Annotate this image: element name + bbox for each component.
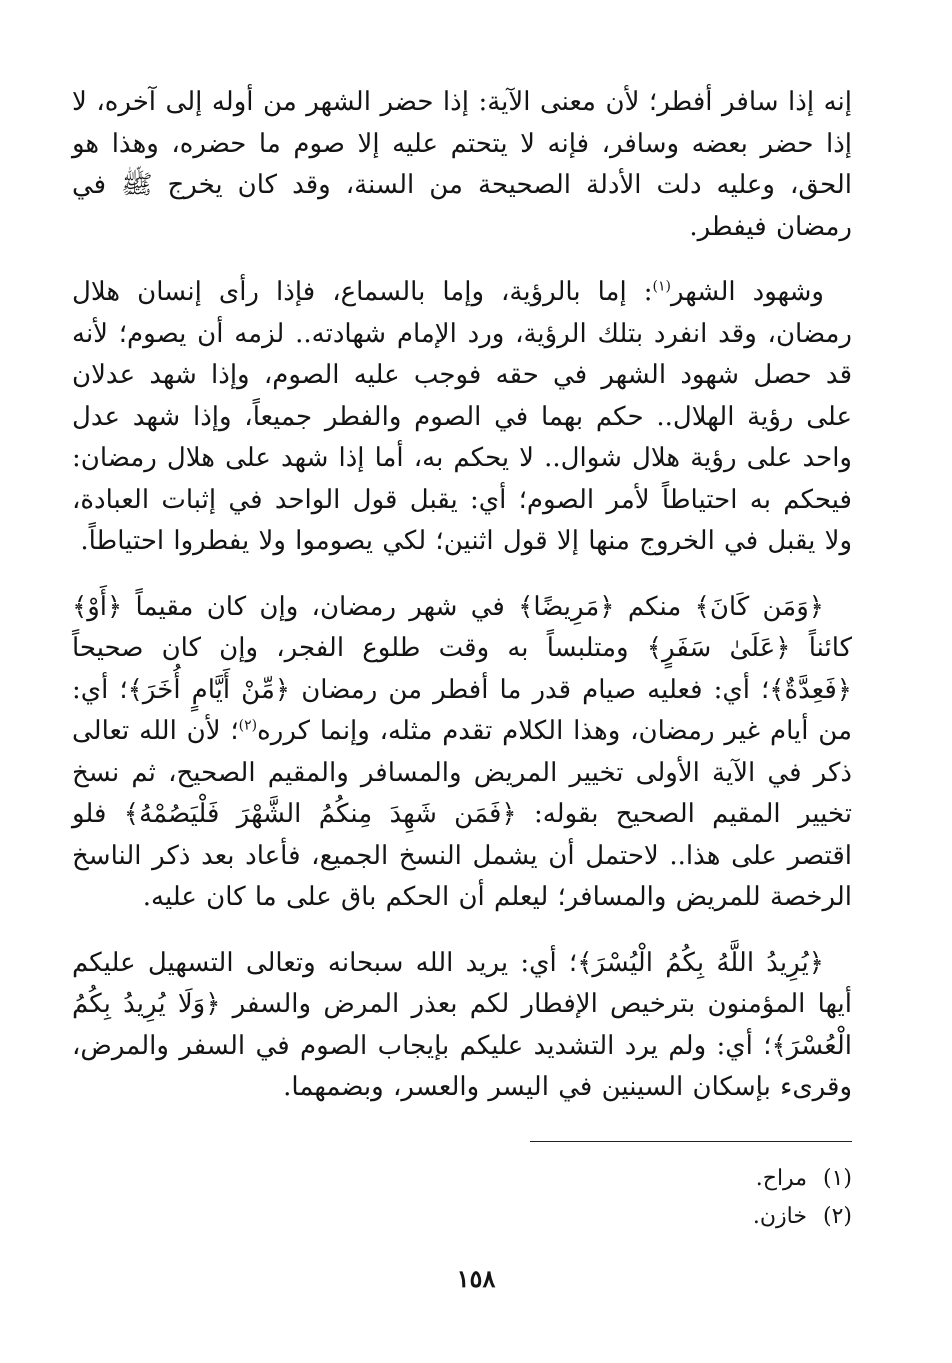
page-body xyxy=(72,82,852,1109)
paragraph-1 xyxy=(72,82,852,248)
footnote-number: (٢) xyxy=(822,1204,852,1229)
footnote-text: مراح. xyxy=(755,1166,807,1191)
text-run: وشهود الشهر xyxy=(670,277,824,307)
text-run: ؛ لأن الله تعالى ذكر في الآية الأولى تخيير المريض والمسافر والمقيم الصحيح، ثم نسخ تخيير المقيم الصحيح بقوله: xyxy=(72,716,852,829)
footnote-number: (١) xyxy=(822,1166,852,1191)
footnotes xyxy=(753,1160,852,1236)
text-run: منكم xyxy=(614,591,695,622)
footnote-divider xyxy=(530,1141,852,1142)
footnote-text: خازن. xyxy=(752,1204,807,1229)
quran-quote: ﴿فَعِدَّةٌ﴾ xyxy=(769,674,852,705)
text-run: : إما بالرؤية، وإما بالسماع، فإذا رأى إنسان هلال رمضان، وقد انفرد بتلك الرؤية، ورد الإمام شهادته.. لزمه أن يصوم؛ لأنه قد حصل شهود الشهر في حقه فوجب عليه الصوم، وإذا شهد عدلان على رؤية الهلال.. حكم بهما في الصوم والفطر جميعاً، وإذا شهد عدل واحد على رؤية هلال شوال.. لا يحكم به، أما إذا شهد على هلال رمضان: فيحكم به احتياطاً لأمر الصوم؛ أي: يقبل قول الواحد في إثبات العبادة، ولا يقبل في الخروج منها إلا قول اثنين؛ لكي يصوموا ولا يفطروا احتياطاً. xyxy=(72,277,852,556)
text-run: ؛ أي: ولم يرد التشديد عليكم بإيجاب الصوم في السفر والمرض، وقرىء بإسكان السينين في اليسر والعسر، وبضمهما. xyxy=(72,1030,852,1102)
quran-quote: ﴿مِّنْ أَيَّامٍ أُخَرَ﴾ xyxy=(127,674,291,705)
paragraph-3 xyxy=(72,587,852,919)
paragraph-2 xyxy=(72,272,852,563)
footnote-2 xyxy=(753,1198,852,1236)
text-run: ؛ أي: من أيام غير رمضان، وهذا الكلام تقدم مثله، وإنما كرره xyxy=(72,674,852,746)
page-number: ١٥٨ xyxy=(456,1264,496,1293)
text-run: ومتلبساً به وقت طلوع الفجر، وإن كان صحيحاً xyxy=(72,633,647,663)
quran-quote: ﴿وَمَن كَانَ﴾ xyxy=(694,591,825,622)
footnote-marker: (١) xyxy=(652,278,671,295)
text-run: في شهر رمضان، وإن كان مقيماً xyxy=(122,591,519,622)
footnote-1 xyxy=(753,1160,852,1198)
footnote-marker: (٢) xyxy=(238,717,258,734)
quran-quote: ﴿فَمَن شَهِدَ مِنكُمُ الشَّهْرَ فَلْيَصُمْهُ﴾ xyxy=(123,799,517,829)
quran-quote: ﴿وَلَا يُرِيدُ بِكُمُ الْعُسْرَ﴾ xyxy=(72,989,852,1061)
text-run: فلو اقتصر على هذا.. لاحتمل أن يشمل النسخ الجميع، فأعاد بعد ذكر الناسخ الرخصة للمريض والمسافر؛ ليعلم أن الحكم باق على ما كان عليه. xyxy=(72,799,852,912)
text-run: ؛ أي: فعليه صيام قدر ما أفطر من رمضان xyxy=(290,674,770,705)
quran-quote: ﴿مَرِيضًا﴾ xyxy=(518,591,615,622)
text-run: كائناً xyxy=(790,633,852,663)
quran-quote: ﴿عَلَىٰ سَفَرٍ﴾ xyxy=(646,633,791,663)
quran-quote: ﴿يُرِيدُ اللَّهُ بِكُمُ الْيُسْرَ﴾ xyxy=(577,947,824,978)
paragraph-4 xyxy=(72,943,852,1109)
text-run: ؛ أي: يريد الله سبحانه وتعالى التسهيل عليكم أيها المؤمنون بترخيص الإفطار لكم بعذر المرض والسفر xyxy=(72,947,852,1019)
text-run: إنه إذا سافر أفطر؛ لأن معنى الآية: إذا حضر الشهر من أوله إلى آخره، لا إذا حضر بعضه وسافر، فإنه لا يتحتم عليه إلا صوم ما حضره، وهذا هو الحق، وعليه دلت الأدلة الصحيحة من السنة، وقد كان يخرج ﷺ في رمضان فيفطر. xyxy=(72,87,852,242)
quran-quote: ﴿أَوْ﴾ xyxy=(72,591,123,622)
